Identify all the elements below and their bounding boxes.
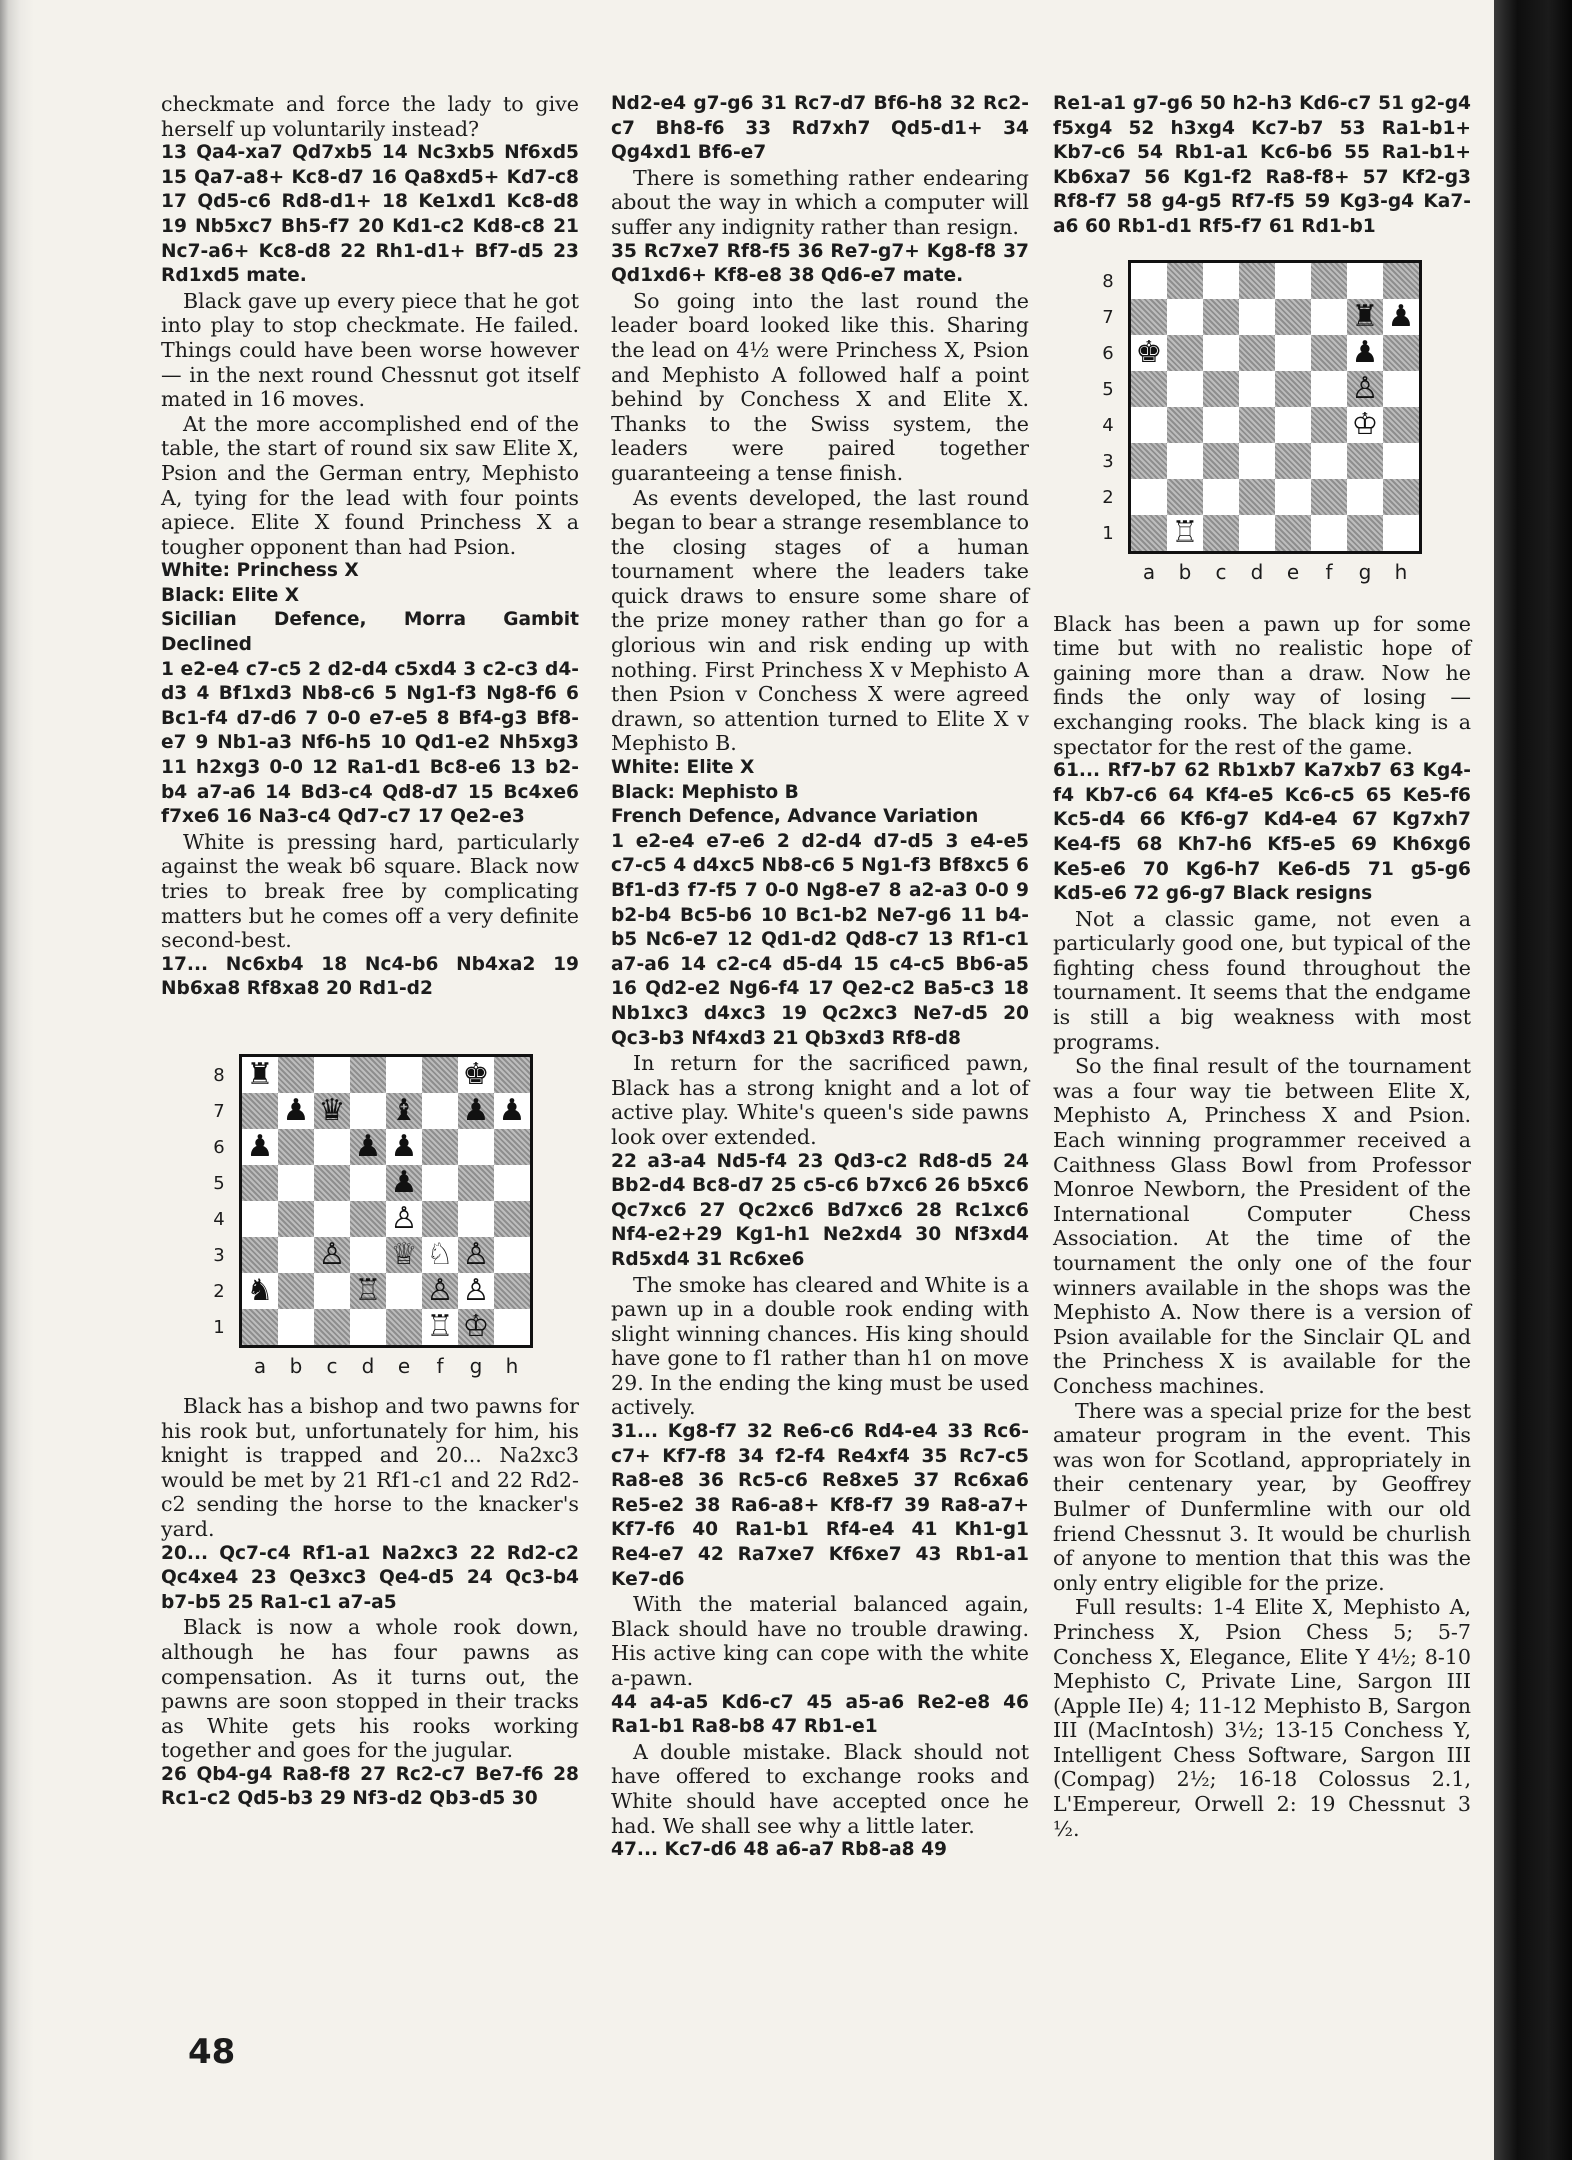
chess-piece: ♙: [462, 1272, 490, 1308]
board-square: [494, 1309, 530, 1345]
board-square: [350, 1129, 386, 1165]
board-square: [1239, 371, 1275, 407]
file-label: h: [1394, 559, 1408, 584]
chess-piece: ♟: [1351, 334, 1379, 370]
board-square: [458, 1093, 494, 1129]
chess-board: [1128, 260, 1422, 554]
move-text: 20... Qc7-c4 Rf1-a1 Na2xc3 22 Rd2-c2 Qc4xe4 23 Qe3xc3 Qe4-d5 24 Qc3-b4 b7-b5 25 Ra1-c1 a7-a5: [161, 1542, 579, 1613]
board-square: [314, 1237, 350, 1273]
paragraph: The smoke has cleared and White is a pawn up in a double rook ending with slight winning chances. His king should have gone to f1 rather than h1 on move 29. In the ending the king must be used actively.: [611, 1272, 1029, 1420]
board-square: [386, 1057, 422, 1093]
paragraph: checkmate and force the lady to give herself up voluntarily instead?: [161, 92, 579, 141]
rank-label: 3: [213, 1244, 225, 1266]
board-square: [1203, 263, 1239, 299]
chess-diagram-1: [161, 1002, 579, 1394]
game-black: Black: Elite X: [161, 584, 300, 606]
board-square: [242, 1057, 278, 1093]
board-square: [1203, 335, 1239, 371]
chess-piece: ♟: [390, 1164, 418, 1200]
paragraph: Black gave up every piece that he got into play to stop checkmate. He failed. Things could have been worse however — in the next round Chessnut got itself mated in 16 moves.: [161, 288, 579, 412]
file-label: d: [1250, 559, 1264, 584]
chess-piece: ♟: [246, 1128, 274, 1164]
chess-piece: ♟: [462, 1092, 490, 1128]
board-square: [386, 1129, 422, 1165]
chess-board: [239, 1054, 533, 1348]
chess-piece: ♚: [462, 1056, 490, 1092]
board-square: [1131, 515, 1167, 551]
board-square: [1311, 479, 1347, 515]
board-square: [1347, 443, 1383, 479]
board-square: [494, 1057, 530, 1093]
board-square: [1383, 443, 1419, 479]
chess-piece: ♟: [354, 1128, 382, 1164]
board-square: [1131, 371, 1167, 407]
game-opening: French Defence, Advance Variation: [611, 806, 979, 828]
rank-label: 1: [213, 1316, 225, 1338]
chess-piece: ♙: [390, 1200, 418, 1236]
chess-piece: ♙: [462, 1236, 490, 1272]
chess-piece: ♔: [1351, 406, 1379, 442]
file-label: b: [1178, 559, 1192, 584]
move-text: 1 e2-e4 c7-c5 2 d2-d4 c5xd4 3 c2-c3 d4-d3 4 Bf1xd3 Nb8-c6 5 Ng1-f3 Ng8-f6 6 Bc1-f4 d7-d6 7 0-0 e7-e5 8 Bf4-g3 Bf8-e7 9 Nb1-a3 Nf6-h5 10 Qd1-e2 Nh5xg3 11 h2xg3 0-0 12 Ra1-d1 Bc8-e6 13 b2-b4 a7-a6 14 Bd3-c4 Qd8-d7 15 Bc4xe6 f7xe6 16 Na3-c4 Qd7-c7 17 Qe2-e3: [161, 658, 579, 828]
board-square: [422, 1309, 458, 1345]
board-square: [1383, 479, 1419, 515]
board-square: [1275, 515, 1311, 551]
page-edge-shadow: [1494, 0, 1572, 2160]
file-label: c: [1215, 559, 1227, 584]
board-square: [1167, 479, 1203, 515]
file-label: a: [253, 1353, 267, 1378]
paragraph: At the more accomplished end of the table, the start of round six saw Elite X, Psion and the German entry, Mephisto A, tying for the lead with four points apiece. Elite X found Princhess X a tougher opponent than had Psion.: [161, 411, 579, 559]
board-square: [1239, 407, 1275, 443]
move-text: 47... Kc7-d6 48 a6-a7 Rb8-a8 49: [611, 1839, 947, 1861]
board-square: [494, 1237, 530, 1273]
board-square: [1275, 407, 1311, 443]
file-label: g: [469, 1353, 483, 1378]
file-label: c: [326, 1353, 338, 1378]
board-square: [1167, 443, 1203, 479]
chess-piece: ♛: [318, 1092, 346, 1128]
file-label: f: [1325, 559, 1333, 584]
move-text: 22 a3-a4 Nd5-f4 23 Qd3-c2 Rd8-d5 24 Bb2-d4 Bc8-d7 25 c5-c6 b7xc6 26 b5xc6 Qc7xc6 27 Qc2xc6 Bd7xc6 28 Rc1xc6 Nf4-e2+29 Kg1-h1 Ne2xd4 30 Nf3xd4 Rd5xd4 31 Rc6xe6: [611, 1150, 1029, 1270]
board-square: [458, 1237, 494, 1273]
board-square: [242, 1165, 278, 1201]
board-square: [1275, 299, 1311, 335]
board-square: [1239, 299, 1275, 335]
column-1: [161, 92, 579, 1812]
rank-label: 2: [1102, 486, 1114, 508]
board-square: [242, 1273, 278, 1309]
chess-piece: ♜: [1351, 298, 1379, 334]
board-square: [278, 1201, 314, 1237]
column-2: [611, 92, 1029, 1863]
board-square: [1383, 515, 1419, 551]
game-opening: Sicilian Defence, Morra Gambit Declined: [161, 609, 579, 656]
file-label: d: [361, 1353, 375, 1378]
page-binding-shadow: [0, 0, 34, 2160]
board-square: [1167, 515, 1203, 551]
chess-piece: ♟: [1387, 298, 1415, 334]
move-text: Nd2-e4 g7-g6 31 Rc7-d7 Bf6-h8 32 Rc2-c7 Bh8-f6 33 Rd7xh7 Qd5-d1+ 34 Qg4xd1 Bf6-e7: [611, 93, 1029, 164]
paragraph: Black is now a whole rook down, although he has four pawns as compensation. As it turns out, the pawns are soon stopped in their tracks as White gets his rooks working together and goes for the jugular.: [161, 1615, 579, 1763]
board-square: [1131, 335, 1167, 371]
board-square: [386, 1237, 422, 1273]
board-square: [1383, 263, 1419, 299]
rank-label: 2: [213, 1280, 225, 1302]
move-text: 35 Rc7xe7 Rf8-f5 36 Re7-g7+ Kg8-f8 37 Qd1xd6+ Kf8-e8 38 Qd6-e7 mate.: [611, 240, 1029, 287]
board-square: [494, 1093, 530, 1129]
board-square: [1131, 479, 1167, 515]
game-black: Black: Mephisto B: [611, 781, 799, 803]
board-square: [422, 1057, 458, 1093]
board-square: [1311, 299, 1347, 335]
board-square: [1167, 299, 1203, 335]
board-square: [1167, 407, 1203, 443]
file-label: g: [1358, 559, 1372, 584]
game-white: White: Elite X: [611, 757, 755, 779]
board-square: [422, 1273, 458, 1309]
board-square: [458, 1273, 494, 1309]
file-label: f: [436, 1353, 444, 1378]
rank-label: 5: [1102, 378, 1114, 400]
move-text: 31... Kg8-f7 32 Re6-c6 Rd4-e4 33 Rc6-c7+ Kf7-f8 34 f2-f4 Re4xf4 35 Rc7-c5 Ra8-e8 36 Rc5-c6 Re8xe5 37 Rc6xa6 Re5-e2 38 Ra6-a8+ Kf8-f7 39 Ra8-a7+ Kf7-f6 40 Ra1-b1 Rf4-e4 41 Kh1-g1 Re4-e7 42 Ra7xe7 Kf6xe7 43 Rb1-a1 Ke7-d6: [611, 1421, 1029, 1590]
rank-label: 4: [213, 1208, 225, 1230]
move-text: 1 e2-e4 e7-e6 2 d2-d4 d7-d5 3 e4-e5 c7-c5 4 d4xc5 Nb8-c6 5 Ng1-f3 Bf8xc5 6 Bf1-d3 f7-f5 7 0-0 Ng8-e7 8 a2-a3 0-0 9 b2-b4 Bc5-b6 10 Bc1-b2 Ne7-g6 11 b4-b5 Nc6-e7 12 Qd1-d2 Qd8-c7 13 Rf1-c1 a7-a6 14 c2-c4 d5-d4 15 c4-c5 Bb6-a5 16 Qd2-e2 Ng6-f4 17 Qe2-c2 Ba5-c3 18 Nb1xc3 d4xc3 19 Qc2xc3 Ne7-d5 20 Qc3-b3 Nf4xd3 21 Qb3xd3 Rf8-d8: [611, 830, 1029, 1049]
board-square: [1347, 479, 1383, 515]
rank-label: 7: [1102, 306, 1114, 328]
chess-diagram-2: [1053, 240, 1471, 612]
chess-piece: ♞: [246, 1272, 274, 1308]
paragraph: Not a classic game, not even a particularly good one, but typical of the fighting chess found throughout the tournament. It seems that the endgame is still a big weakness with most programs.: [1053, 906, 1471, 1054]
board-square: [1167, 371, 1203, 407]
chess-piece: ♚: [1135, 334, 1163, 370]
board-square: [1311, 263, 1347, 299]
board-square: [1311, 335, 1347, 371]
board-square: [1275, 479, 1311, 515]
board-square: [278, 1273, 314, 1309]
board-square: [422, 1237, 458, 1273]
board-square: [458, 1201, 494, 1237]
move-text: 13 Qa4-xa7 Qd7xb5 14 Nc3xb5 Nf6xd5 15 Qa7-a8+ Kc8-d7 16 Qa8xd5+ Kd7-c8 17 Qd5-c6 Rd8-d1+ 18 Ke1xd1 Kc8-d8 19 Nb5xc7 Bh5-f7 20 Kd1-c2 Kd8-c8 21 Nc7-a6+ Kc8-d8 22 Rh1-d1+ Bf7-d5 23 Rd1xd5 mate.: [161, 142, 579, 287]
game-white: White: Princhess X: [161, 560, 359, 582]
board-square: [1275, 443, 1311, 479]
board-square: [350, 1309, 386, 1345]
board-square: [1203, 443, 1239, 479]
move-text: 44 a4-a5 Kd6-c7 45 a5-a6 Re2-e8 46 Ra1-b1 Ra8-b8 47 Rb1-e1: [611, 1691, 1029, 1738]
rank-label: 8: [213, 1064, 225, 1086]
board-square: [314, 1129, 350, 1165]
board-square: [1167, 263, 1203, 299]
board-square: [422, 1129, 458, 1165]
board-square: [1383, 299, 1419, 335]
paragraph: There is something rather endearing about the way in which a computer will suffer any indignity rather than resign.: [611, 165, 1029, 239]
board-square: [314, 1057, 350, 1093]
board-square: [1131, 263, 1167, 299]
board-square: [350, 1057, 386, 1093]
chess-piece: ♙: [318, 1236, 346, 1272]
board-square: [278, 1237, 314, 1273]
chess-piece: ♖: [1171, 514, 1199, 550]
board-square: [1383, 407, 1419, 443]
board-square: [1347, 335, 1383, 371]
board-square: [386, 1309, 422, 1345]
paragraph: Full results: 1-4 Elite X, Mephisto A, Princhess X, Psion Chess 5; 5-7 Conchess X, Elegance, Elite Y 4½; 8-10 Mephisto C, Private Line, Sargon III (Apple IIe) 4; 11-12 Mephisto B, Sargon III (MacIntosh) 3½; 13-15 Conchess Y, Intelligent Chess Software, Sargon III (Compag) 2½; 16-18 Colossus 2.1, L'Empereur, Orwell 2: 19 Chessnut 3 ½.: [1053, 1595, 1471, 1841]
chess-piece: ♕: [390, 1236, 418, 1272]
board-square: [1203, 299, 1239, 335]
board-square: [1131, 299, 1167, 335]
board-square: [1275, 371, 1311, 407]
board-square: [422, 1093, 458, 1129]
board-square: [386, 1201, 422, 1237]
board-square: [386, 1273, 422, 1309]
board-square: [314, 1201, 350, 1237]
board-square: [1383, 335, 1419, 371]
board-square: [1239, 515, 1275, 551]
chess-piece: ♙: [426, 1272, 454, 1308]
rank-label: 8: [1102, 270, 1114, 292]
board-square: [494, 1165, 530, 1201]
chess-piece: ♜: [246, 1056, 274, 1092]
chess-piece: ♖: [426, 1308, 454, 1344]
board-square: [314, 1309, 350, 1345]
board-square: [422, 1201, 458, 1237]
file-label: b: [289, 1353, 303, 1378]
board-square: [278, 1165, 314, 1201]
board-square: [494, 1129, 530, 1165]
column-3: [1053, 92, 1471, 1841]
board-square: [1347, 371, 1383, 407]
paragraph: So going into the last round the leader board looked like this. Sharing the lead on 4½ were Princhess X, Psion and Mephisto A followed half a point behind by Conchess X and Elite X. Thanks to the Swiss system, the leaders were paired together guaranteeing a tense finish.: [611, 288, 1029, 485]
chess-piece: ♖: [354, 1272, 382, 1308]
paragraph: As events developed, the last round began to bear a strange resemblance to the closing stages of a human tournament where the leaders take quick draws to ensure some share of the prize money rather than go for a glorious win and risk ending up with nothing. First Princhess X v Mephisto A then Psion v Conchess X were agreed drawn, so attention turned to Elite X v Mephisto B.: [611, 485, 1029, 756]
board-square: [314, 1165, 350, 1201]
board-square: [1347, 515, 1383, 551]
board-square: [350, 1201, 386, 1237]
board-square: [458, 1057, 494, 1093]
board-square: [350, 1165, 386, 1201]
board-square: [242, 1309, 278, 1345]
board-square: [1239, 443, 1275, 479]
board-square: [1167, 335, 1203, 371]
board-square: [1131, 443, 1167, 479]
board-square: [1203, 407, 1239, 443]
board-square: [350, 1237, 386, 1273]
paragraph: So the final result of the tournament was a four way tie between Elite X, Mephisto A, Princhess X and Psion. Each winning programmer received a Caithness Glass Bowl from Professor Monroe Newborn, the President of the International Computer Chess Association. At the time of the tournament the only one of the four winners available in the shops was the Mephisto A. Now there is a version of Psion available for the Sinclair QL and the Princhess X is available for the Conchess machines.: [1053, 1054, 1471, 1398]
page-number: 48: [188, 2032, 236, 2072]
paragraph: With the material balanced again, Black should have no trouble drawing. His active king can cope with the white a-pawn.: [611, 1592, 1029, 1690]
paragraph: A double mistake. Black should not have offered to exchange rooks and White should have accepted once he had. We shall see why a little later.: [611, 1739, 1029, 1838]
board-square: [314, 1273, 350, 1309]
chess-piece: ♟: [390, 1128, 418, 1164]
rank-label: 4: [1102, 414, 1114, 436]
paragraph: Black has a bishop and two pawns for his rook but, unfortunately for him, his knight is trapped and 20... Na2xc3 would be met by 21 Rf1-c1 and 22 Rd2-c2 sending the horse to the knacker's yard.: [161, 1393, 579, 1541]
paragraph: In return for the sacrificed pawn, Black has a strong knight and a lot of active play. White's queen's side pawns look over extended.: [611, 1051, 1029, 1149]
board-square: [1347, 299, 1383, 335]
file-label: e: [1286, 559, 1300, 584]
board-square: [278, 1309, 314, 1345]
chess-piece: ♔: [462, 1308, 490, 1344]
move-text: Re1-a1 g7-g6 50 h2-h3 Kd6-c7 51 g2-g4 f5xg4 52 h3xg4 Kc7-b7 53 Ra1-b1+ Kb7-c6 54 Rb1-a1 Kc6-b6 55 Ra1-b1+ Kb6xa7 56 Kg1-f2 Ra8-f8+ 57 Kf2-g3 Rf8-f7 58 g4-g5 Rf7-f5 59 Kg3-g4 Ka7-a6 60 Rb1-d1 Rf5-f7 61 Rd1-b1: [1053, 93, 1471, 237]
file-label: a: [1142, 559, 1156, 584]
board-square: [314, 1093, 350, 1129]
paragraph: Black has been a pawn up for some time but with no realistic hope of gaining more than a draw. Now he finds the only way of losing — exchanging rooks. The black king is a spectator for the rest of the game.: [1053, 611, 1471, 759]
board-square: [458, 1129, 494, 1165]
board-square: [242, 1129, 278, 1165]
rank-label: 5: [213, 1172, 225, 1194]
rank-label: 6: [213, 1136, 225, 1158]
board-square: [1203, 515, 1239, 551]
board-square: [494, 1273, 530, 1309]
board-square: [1347, 263, 1383, 299]
move-text: 61... Rf7-b7 62 Rb1xb7 Ka7xb7 63 Kg4-f4 Kb7-c6 64 Kf4-e5 Kc6-c5 65 Ke5-f6 Kc5-d4 66 Kf6-g7 Kd4-e4 67 Kg7xh7 Ke4-f5 68 Kh7-h6 Kf5-e5 69 Kh6xg6 Ke5-e6 70 Kg6-h7 Ke6-d5 71 g5-g6 Kd5-e6 72 g6-g7 Black resigns: [1053, 760, 1471, 905]
board-square: [350, 1273, 386, 1309]
chess-piece: ♟: [282, 1092, 310, 1128]
file-label: h: [505, 1353, 519, 1378]
rank-label: 1: [1102, 522, 1114, 544]
board-square: [1311, 407, 1347, 443]
rank-label: 7: [213, 1100, 225, 1122]
chess-piece: ♙: [1351, 370, 1379, 406]
chess-piece: ♘: [426, 1236, 454, 1272]
board-square: [1131, 407, 1167, 443]
chess-piece: ♝: [390, 1092, 418, 1128]
board-square: [1275, 335, 1311, 371]
file-label: e: [397, 1353, 411, 1378]
board-square: [242, 1237, 278, 1273]
board-square: [1383, 371, 1419, 407]
board-square: [242, 1201, 278, 1237]
board-square: [1239, 263, 1275, 299]
board-square: [458, 1165, 494, 1201]
rank-label: 6: [1102, 342, 1114, 364]
board-square: [422, 1165, 458, 1201]
board-square: [278, 1093, 314, 1129]
board-square: [386, 1165, 422, 1201]
chess-piece: ♟: [498, 1092, 526, 1128]
board-square: [242, 1093, 278, 1129]
board-square: [278, 1129, 314, 1165]
board-square: [1203, 371, 1239, 407]
board-square: [1239, 479, 1275, 515]
board-square: [278, 1057, 314, 1093]
board-square: [1275, 263, 1311, 299]
move-text: 17... Nc6xb4 18 Nc4-b6 Nb4xa2 19 Nb6xa8 Rf8xa8 20 Rd1-d2: [161, 953, 579, 1000]
board-square: [1347, 407, 1383, 443]
board-square: [1311, 443, 1347, 479]
board-square: [386, 1093, 422, 1129]
board-square: [458, 1309, 494, 1345]
board-square: [494, 1201, 530, 1237]
move-text: 26 Qb4-g4 Ra8-f8 27 Rc2-c7 Be7-f6 28 Rc1-c2 Qd5-b3 29 Nf3-d2 Qb3-d5 30: [161, 1763, 579, 1810]
board-square: [350, 1093, 386, 1129]
paragraph: White is pressing hard, particularly against the weak b6 square. Black now tries to break free by complicating matters but he comes off a very definite second-best.: [161, 829, 579, 953]
board-square: [1311, 371, 1347, 407]
board-square: [1203, 479, 1239, 515]
rank-label: 3: [1102, 450, 1114, 472]
board-square: [1239, 335, 1275, 371]
board-square: [1311, 515, 1347, 551]
paragraph: There was a special prize for the best amateur program in the event. This was won for Scotland, appropriately in their centenary year, by Geoffrey Bulmer of Dunfermline with our old friend Chessnut 3. It would be churlish of anyone to mention that this was the only entry eligible for the prize.: [1053, 1398, 1471, 1595]
